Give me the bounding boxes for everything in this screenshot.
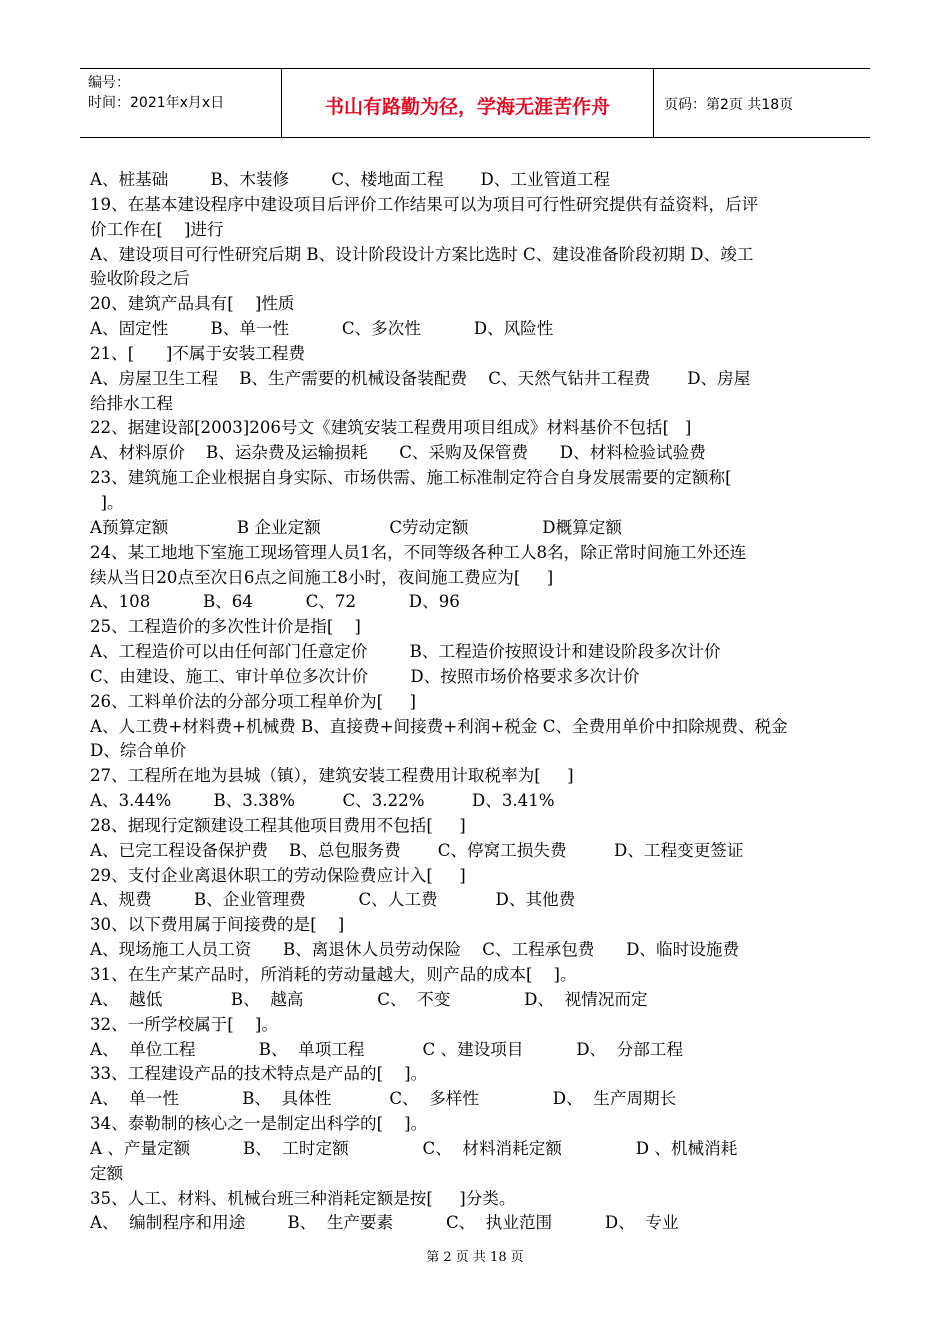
text-line: 26、工料单价法的分部分项工程单价为[ ] [90,691,416,711]
text-line: 续从当日20点至次日6点之间施工8小时，夜间施工费应为[ ] [90,567,554,587]
text-line: A 、产量定额 B、 工时定额 C、 材料消耗定额 D 、机械消耗 [90,1138,738,1158]
text-line: 32、一所学校属于[ ]。 [90,1014,278,1034]
text-line: 27、工程所在地为县城（镇），建筑安装工程费用计取税率为[ ] [90,766,574,786]
text-line: A预算定额 B 企业定额 C劳动定额 D概算定额 [90,517,622,537]
text-line: 24、某工地地下室施工现场管理人员1名，不同等级各种工人8名，除正常时间施工外还连 [90,542,747,562]
text-line: 35、人工、材料、机械台班三种消耗定额是按[ ]分类。 [90,1188,516,1208]
text-line: 验收阶段之后 [90,269,190,289]
text-line: A、 单位工程 B、 单项工程 C 、建设项目 D、 分部工程 [90,1039,684,1059]
text-line: A、已完工程设备保护费 B、总包服务费 C、停窝工损失费 D、工程变更签证 [90,840,744,860]
document-time-label: 时间：2021年x月x日 [88,95,225,111]
text-line: 28、据现行定额建设工程其他项目费用不包括[ ] [90,815,466,835]
text-line: A、108 B、64 C、72 D、96 [90,592,460,612]
text-line: 25、工程造价的多次性计价是指[ ] [90,617,361,637]
text-line: A、规费 B、企业管理费 C、人工费 D、其他费 [90,890,576,910]
text-line: A、人工费+材料费+机械费 B、直接费+间接费+利润+税金 C、全费用单价中扣除规费、税金 [90,716,788,736]
header-meta [80,69,282,137]
question-content [90,168,862,1236]
text-line: ]。 [90,492,124,512]
text-line: 29、支付企业离退休职工的劳动保险费应计入[ ] [90,865,466,885]
text-line: A、建设项目可行性研究后期 B、设计阶段设计方案比选时 C、建设准备阶段初期 D、竣工 [90,244,754,264]
text-line: 23、建筑施工企业根据自身实际、市场供需、施工标准制定符合自身发展需要的定额称[ [90,468,732,488]
text-line: A、 编制程序和用途 B、 生产要素 C、 执业范围 D、 专业 [90,1213,679,1233]
text-line: 34、泰勒制的核心之一是制定出科学的[ ]。 [90,1114,428,1134]
text-line: 19、在基本建设程序中建设项目后评价工作结果可以为项目可行性研究提供有益资料，后评 [90,194,759,214]
text-line: D、综合单价 [90,741,187,761]
text-line: A、桩基础 B、木装修 C、楼地面工程 D、工业管道工程 [90,170,610,189]
text-line: A、房屋卫生工程 B、生产需要的机械设备装配费 C、天然气钻井工程费 D、房屋 [90,368,751,388]
text-line: A、材料原价 B、运杂费及运输损耗 C、采购及保管费 D、材料检验试验费 [90,443,706,463]
text-line: 20、建筑产品具有[ ]性质 [90,294,295,314]
text-line: 价工作在[ ]进行 [90,219,224,239]
text-line: 给排水工程 [90,393,173,413]
text-line: A、工程造价可以由任何部门任意定价 B、工程造价按照设计和建设阶段多次计价 [90,642,721,662]
header-page-info: 页码：第2页 共18页 [664,97,794,113]
text-line: C、由建设、施工、审计单位多次计价 D、按照市场价格要求多次计价 [90,666,640,686]
text-line: 30、以下费用属于间接费的是[ ] [90,915,345,935]
text-line: A、现场施工人员工资 B、离退休人员劳动保险 C、工程承包费 D、临时设施费 [90,940,739,960]
text-line: A、 越低 B、 越高 C、 不变 D、 视情况而定 [90,989,648,1009]
text-line: A、3.44% B、3.38% C、3.22% D、3.41% [90,791,555,811]
document-number-label: 编号： [88,75,130,91]
header-motto: 书山有路勤为径，学海无涯苦作舟 [282,69,654,137]
text-line: 31、在生产某产品时，所消耗的劳动量越大，则产品的成本[ ]。 [90,965,577,984]
text-line: 22、据建设部[2003]206号文《建筑安装工程费用项目组成》材料基价不包括[ ] [90,418,692,438]
page-footer: 第 2 页 共 18 页 [426,1250,524,1265]
text-line: 定额 [90,1163,124,1183]
text-line: A、 单一性 B、 具体性 C、 多样性 D、 生产周期长 [90,1089,677,1109]
page-header [80,68,870,138]
text-line: 21、[ ]不属于安装工程费 [90,343,306,363]
text-line: 33、工程建设产品的技术特点是产品的[ ]。 [90,1064,428,1084]
text-line: A、固定性 B、单一性 C、多次性 D、风险性 [90,319,554,339]
